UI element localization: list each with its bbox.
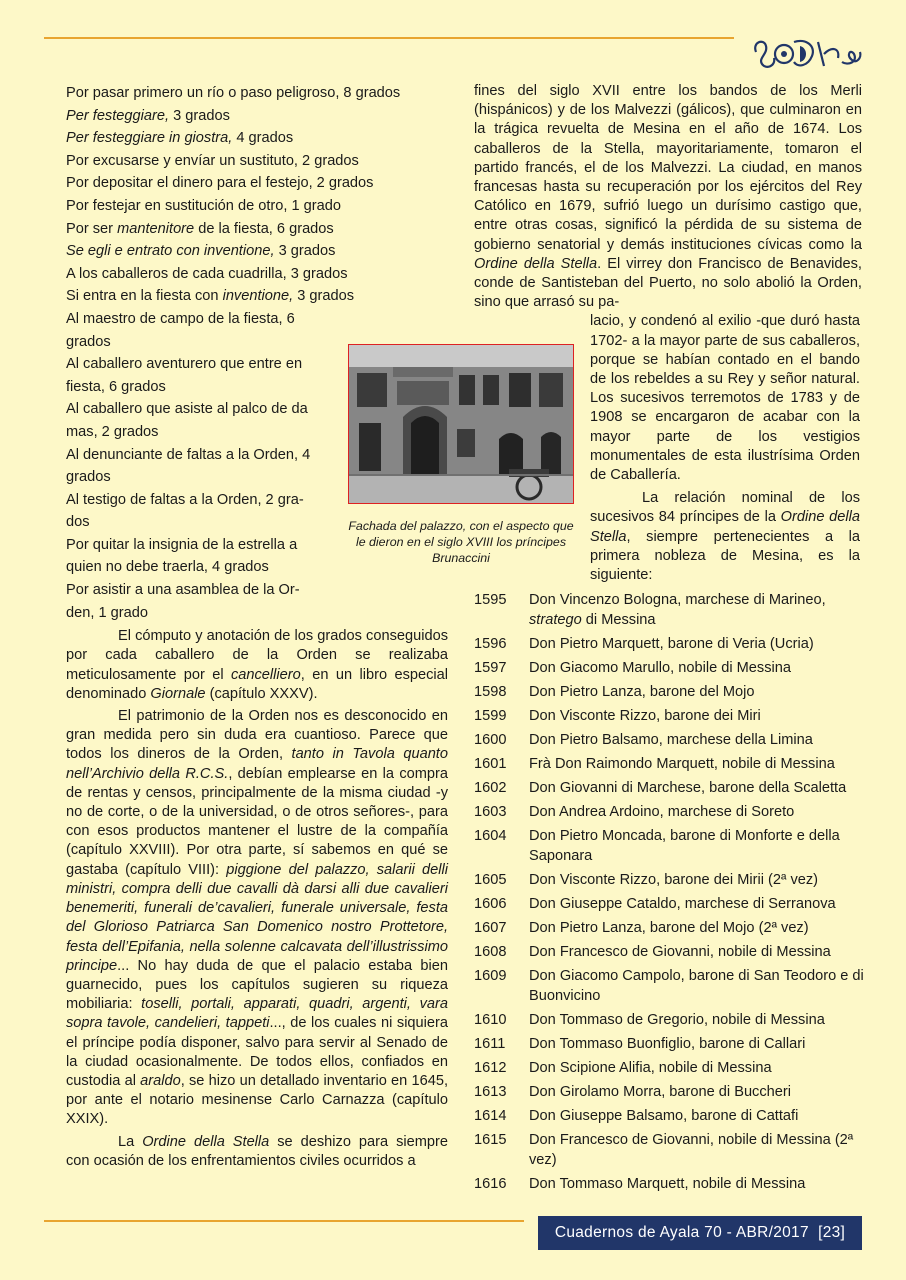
prince-year: 1613 [474,1084,507,1100]
prince-name [529,658,869,678]
text-run: Don Francesco de Giovanni, nobile di Messina (2ª vez) [529,1132,854,1168]
text-run: ..., de los cuales ni siquiera el príncipe podía disponer, salvo para servir al Senado de la ciudad ocasionalmente. De todos ellos, confiados en custodia al [66,1015,449,1089]
text-run: Don Pietro Moncada, barone di Monforte e della Saponara [529,828,840,864]
text-run: Don Pietro Balsamo, marchese della Limina [529,732,813,748]
italic-run: araldo [140,1072,181,1089]
text-run: 4 grados [232,130,294,147]
prince-row [474,802,869,822]
text-run: Don Francesco de Giovanni, nobile di Messina [529,944,831,960]
grades-list-item [66,82,448,105]
prince-year: 1600 [474,732,507,748]
text-run: La relación nominal de los sucesivos 84 príncipes de la [590,490,860,526]
prince-name [529,870,869,890]
grades-list-item [66,285,448,308]
prince-row [474,1010,869,1030]
grades-list-item [66,195,448,218]
grades-list-item [66,172,448,195]
text-run: Don Visconte Rizzo, barone dei Mirii (2ª vez) [529,872,819,888]
grades-list-item [66,105,448,128]
text-run: mas, 2 grados [66,423,159,440]
prince-year: 1614 [474,1108,507,1124]
prince-year: 1604 [474,828,507,844]
prince-year: 1612 [474,1060,507,1076]
prince-year: 1611 [474,1036,506,1052]
text-run: grados [66,469,111,486]
grades-list-item [66,263,448,286]
text-run: El patrimonio de la Orden nos es desconocido en gran medida pero sin duda era cuantioso. Parece que todos los dineros de la Orden, [66,708,448,763]
italic-run: toselli, portali, apparati, quadri, argenti, vara sopra tavole, candelieri, tappeti [66,996,448,1032]
prince-name [529,1034,869,1054]
prince-row [474,658,869,678]
text-run: Al maestro de campo de la fiesta, 6 [66,310,295,327]
prince-row [474,1106,869,1126]
prince-row [474,590,869,630]
prince-name [529,1130,869,1170]
text-run: fiesta, 6 grados [66,378,166,395]
text-run: Don Vincenzo Bologna, marchese di Marineo, [529,592,826,608]
text-run: di Messina [581,612,656,628]
prince-name [529,1106,869,1126]
italic-run: Per festeggiare, [66,107,170,124]
grades-list-item [66,218,448,241]
text-run: Si entra en la fiesta con [66,288,223,305]
text-run: Don Tommaso Marquett, nobile di Messina [529,1176,806,1192]
text-run: 3 grados [293,288,355,305]
bottom-rule [44,1220,524,1222]
prince-row [474,826,869,866]
text-run: Don Giuseppe Balsamo, barone di Cattafi [529,1108,799,1124]
prince-name [529,1058,869,1078]
text-run: (capítulo XXXV). [205,685,318,702]
prince-name [529,634,869,654]
italic-run: Per festeggiare in giostra, [66,130,233,147]
italic-run: piggione del palazzo, salarii delli ministri, compra delli due cavalli dà darsi alli due cavalieri benemeriti, funerali de’cavalieri, funerale universale, festa del Glorioso Patriarca San Domenico nostro Prottetore, festa dell’Epifania, nella solenne calcavata dell’illustrissimo principe [66,861,448,974]
text-run: den, 1 grado [66,604,148,621]
text-run: fines del siglo XVII entre los bandos de los Merli (hispánicos) y de los Malvezzi (gálicos), que culminaron en la trágica revuelta de Mesina en el año de 1674. Los caballeros de la Stella, mayoritariamente, tomaron el partido francés, el de los Malvezzi. La ciudad, en manos francesas hasta su recuperación por los ejércitos del Rey Católico en 1679, sufrió luego un durísimo castigo que, entre otras cosas, significó la pérdida de su sistema de gobierno senatorial y demás instituciones cívicas como la [474,83,862,253]
prince-year: 1616 [474,1176,507,1192]
prince-row [474,1174,869,1194]
text-run: Don Giacomo Marullo, nobile di Messina [529,660,791,676]
prince-year: 1608 [474,944,507,960]
body-paragraph [66,627,448,704]
text-run: Don Giovanni di Marchese, barone della Scaletta [529,780,847,796]
paragraph-history [474,82,862,312]
prince-row [474,754,869,774]
text-run: , se hizo un detallado inventario en 1645, por ante el notario mesinense Carlo Carnazza (capítulo XXIX). [66,1072,448,1128]
text-run: Don Girolamo Morra, barone di Buccheri [529,1084,791,1100]
grades-list-item [66,308,448,331]
grades-list-item [66,602,448,625]
prince-row [474,634,869,654]
text-run: Al testigo de faltas a la Orden, 2 gra- [66,491,304,508]
prince-year: 1605 [474,872,507,888]
prince-year: 1601 [474,756,507,772]
prince-year: 1595 [474,592,507,608]
prince-year: 1615 [474,1132,507,1148]
italic-run: inventione, [222,288,294,305]
prince-name [529,966,869,1006]
text-run: Al denunciante de faltas a la Orden, 4 [66,446,311,463]
prince-year: 1603 [474,804,507,820]
right-column [474,82,862,585]
prince-name [529,730,869,750]
prince-year: 1607 [474,920,507,936]
text-run: . El virrey don Francisco de Benavides, conde de Santisteban del Puerto, no solo abolió la Orden, sino que arrasó su pa- [474,255,862,311]
italic-run: Giornale [150,685,206,702]
prince-name [529,754,869,774]
text-run: 3 grados [274,243,336,260]
text-run: Don Giacomo Campolo, barone di San Teodoro e di Buonvicino [529,968,864,1004]
text-run: A los caballeros de cada cuadrilla, 3 grados [66,265,348,282]
grades-list-item [66,150,448,173]
text-run: El cómputo y anotación de los grados conseguidos por cada caballero de la Orden se realizaba meticulosamente por el [66,628,448,683]
prince-row [474,894,869,914]
text-run: Don Tommaso Buonfiglio, barone di Callari [529,1036,806,1052]
text-run: Por pasar primero un río o paso peligroso, 8 grados [66,85,401,101]
grades-list-item [66,579,448,602]
text-run: Frà Don Raimondo Marquett, nobile di Messina [529,756,835,772]
grades-list-item [66,240,448,263]
prince-name [529,826,869,866]
italic-run: Ordine della Stella [142,1133,270,1150]
text-run: Don Tommaso de Gregorio, nobile di Messina [529,1012,825,1028]
prince-year: 1602 [474,780,507,796]
text-run: Don Scipione Alifia, nobile di Messina [529,1060,772,1076]
italic-run: cancelliero [230,666,301,683]
prince-row [474,942,869,962]
text-run: La [118,1133,143,1150]
italic-run: Ordine della Stella [590,509,860,545]
prince-year: 1599 [474,708,507,724]
text-run: 3 grados [169,107,230,124]
prince-year: 1596 [474,636,507,652]
italic-run: mantenitore [117,220,195,237]
footer-banner [538,1216,862,1250]
prince-row [474,870,869,890]
prince-name [529,802,869,822]
italic-run: Se egli e entrato con inventione, [66,243,275,260]
text-run: Por excusarse y envíar un sustituto, 2 grados [66,152,359,169]
body-paragraph [66,707,448,1129]
text-run: Al caballero que asiste al palco de da [66,401,308,418]
paragraph-princes-intro [590,489,860,585]
text-run: dos [66,514,90,531]
text-run: ... No hay duda de que el palacio estaba bien guarnecido, pues los capítulos sugieren su riqueza mobiliaria: [66,957,448,1013]
paragraph-exile [590,312,860,485]
text-run: se deshizo para siempre con ocasión de los enfrentamientos civiles ocurridos a [66,1133,448,1169]
text-run: lacio, y condenó al exilio -que duró hasta 1702- a la mayor parte de sus caballeros, porque se habían contado en el bando de los rebeldes a su Rey y señor natural. Los sucesivos terremotos de 1783 y de 1908 se encargaron de acabar con la mayor parte de los vestigios monumentales de esta ilustrísima Orden de Caballería. [590,313,860,484]
text-run: Don Visconte Rizzo, barone dei Miri [529,708,761,724]
italic-run: tanto in Tavola quanto nell’Archivio della R.C.S. [66,746,448,782]
prince-name [529,942,869,962]
prince-row [474,918,869,938]
left-column [66,82,448,1174]
princes-list [474,590,869,1198]
prince-name [529,1082,869,1102]
prince-year: 1606 [474,896,507,912]
prince-row [474,1034,869,1054]
top-rule [44,37,734,39]
prince-row [474,706,869,726]
photo-caption: Fachada del palazzo, con el aspecto que le dieron en el siglo XVIII los príncipes Brunaccini [348,519,574,565]
prince-name [529,1010,869,1030]
prince-name [529,778,869,798]
text-run: de la fiesta, 6 grados [194,220,334,237]
prince-year: 1597 [474,660,507,676]
prince-row [474,730,869,750]
prince-year: 1610 [474,1012,507,1028]
prince-year: 1609 [474,968,507,984]
text-run: , en un libro especial denominado [66,666,449,702]
italic-run: stratego [529,612,582,628]
text-run: Por depositar el dinero para el festejo, 2 grados [66,175,374,192]
prince-name [529,590,869,630]
prince-name [529,706,869,726]
ayala-logo-icon [750,32,866,76]
prince-name [529,1174,869,1194]
prince-name [529,918,869,938]
text-run: Por quitar la insignia de la estrella a [66,536,298,553]
text-run: Don Pietro Marquett, barone di Veria (Ucria) [529,636,814,652]
italic-run: Ordine della Stella [474,255,598,272]
grades-list-item [66,127,448,150]
text-run: quien no debe traerla, 4 grados [66,559,269,576]
left-paragraphs [66,627,448,1171]
body-paragraph [66,1133,448,1171]
prince-row [474,682,869,702]
prince-row [474,1058,869,1078]
text-run: Don Pietro Lanza, barone del Mojo [529,684,755,700]
prince-name [529,682,869,702]
text-run: Por festejar en sustitución de otro, 1 grado [66,197,342,214]
text-run: Por asistir a una asamblea de la Or- [66,582,300,599]
prince-year: 1598 [474,684,507,700]
prince-name [529,894,869,914]
text-run: Don Giuseppe Cataldo, marchese di Serranova [529,896,836,912]
text-run: , siempre pertenecientes a la primera nobleza de Mesina, es la siguiente: [590,528,860,584]
footer-text: Cuadernos de Ayala 70 - ABR/2017 [23] [554,1224,846,1241]
text-run: Al caballero aventurero que entre en [66,356,303,373]
text-run: Don Pietro Lanza, barone del Mojo (2ª vez) [529,920,809,936]
text-run: grados [66,333,111,350]
prince-row [474,1082,869,1102]
text-run: Don Andrea Ardoino, marchese di Soreto [529,804,795,820]
prince-row [474,966,869,1006]
prince-row [474,1130,869,1170]
prince-row [474,778,869,798]
text-run: Por ser [66,220,118,237]
text-run: , debían emplearse en la compra de rentas y censos, principalmente de la misma ciudad -y no de corte, o de la universidad, o de otros señores-, para con esos productos mantener el lustre de la compañía (capítulo XXVIII). Por otra parte, sí sabemos en qué se gastaba (capítulo VIII): [66,765,448,878]
